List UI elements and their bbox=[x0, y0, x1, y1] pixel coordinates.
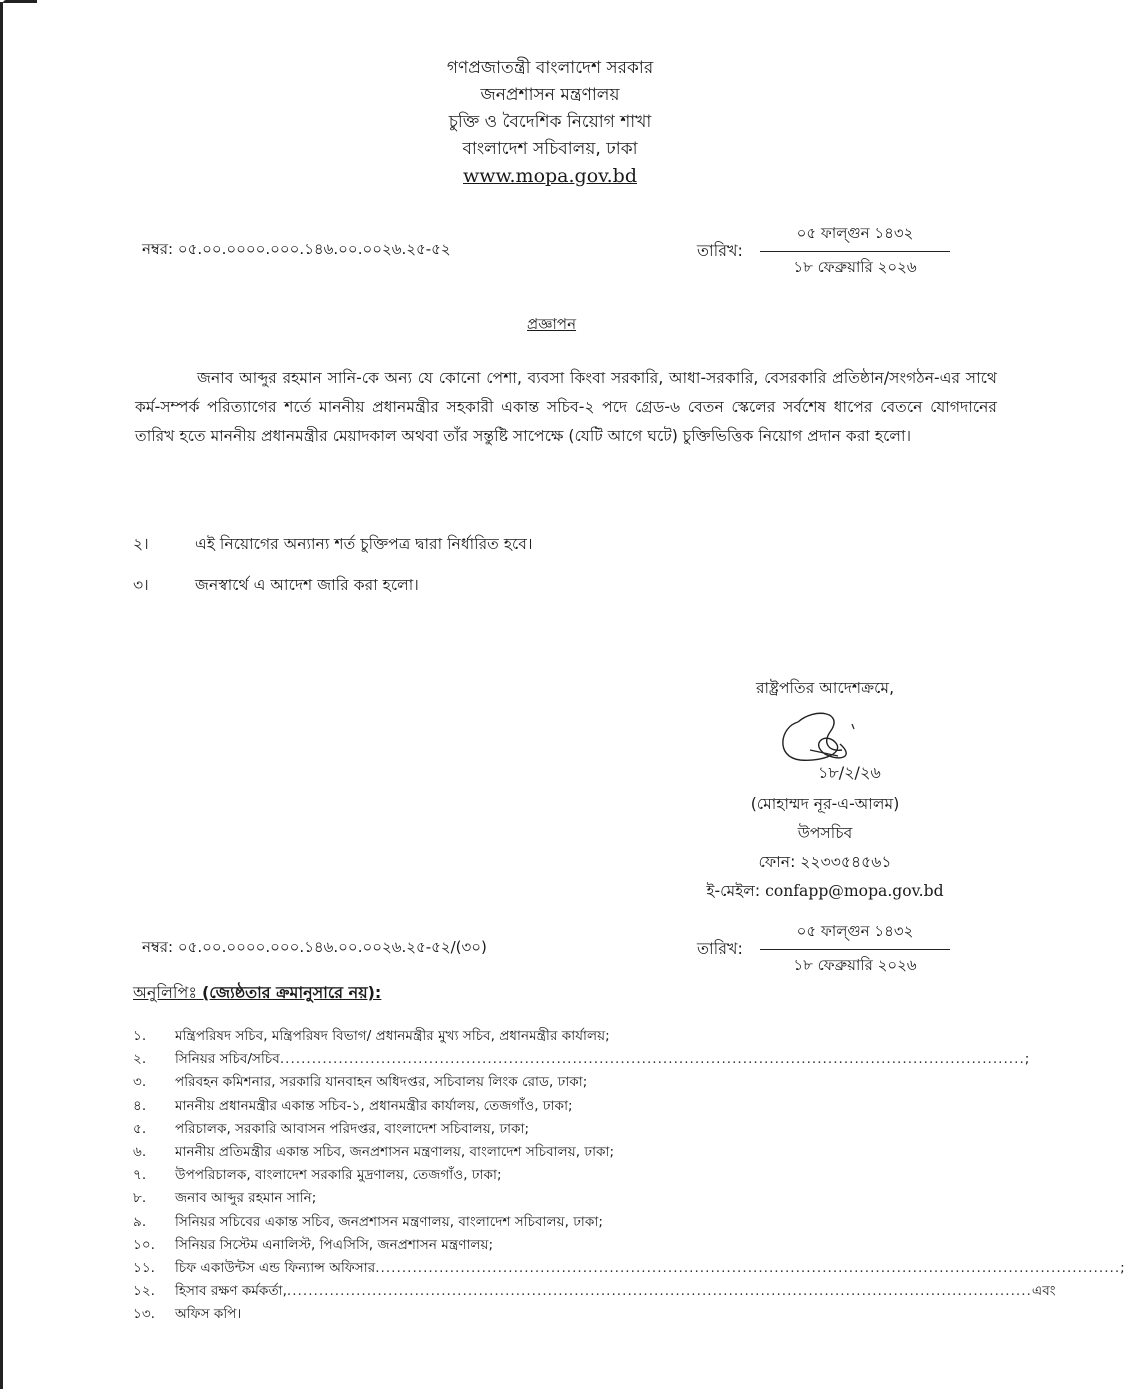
recipient-number: ৩. bbox=[133, 1074, 147, 1091]
recipient-number: ১২. bbox=[133, 1283, 155, 1300]
clause-2 bbox=[133, 532, 533, 558]
recipient-ending: এবং bbox=[1031, 1283, 1056, 1300]
signatory-phone: ফোন: ২২৩৩৫৪৫৬১ bbox=[758, 853, 892, 871]
date-block bbox=[760, 222, 950, 281]
recipient-text: পরিচালক, সরকারি আবাসন পরিদপ্তর, বাংলাদেশ সচিবালয়, ঢাকা; bbox=[175, 1120, 530, 1137]
clause-number: ২। bbox=[133, 535, 149, 553]
signature-image bbox=[770, 702, 910, 782]
copies-note: (জ্যেষ্ঠতার ক্রমানুসারে নয়): bbox=[201, 983, 382, 1002]
copy-recipient bbox=[133, 1025, 873, 1048]
recipient-number: ৫. bbox=[133, 1120, 147, 1137]
recipient-text: পরিবহন কমিশনার, সরকারি যানবাহন অধিদপ্তর, সচিবালয় লিংক রোড, ঢাকা; bbox=[175, 1074, 588, 1091]
notification-title: প্রজ্ঞাপন bbox=[527, 315, 577, 333]
copy-date-gregorian: ১৮ ফেব্রুয়ারি ২০২৬ bbox=[793, 956, 917, 974]
recipient-number: ৪. bbox=[133, 1097, 147, 1114]
fill-dots: ............................................................................................................................................ bbox=[375, 1260, 1121, 1277]
recipient-text: অফিস কপি। bbox=[175, 1306, 242, 1323]
section-name: চুক্তি ও বৈদেশিক নিয়োগ শাখা bbox=[448, 112, 652, 132]
recipient-number: ১০. bbox=[133, 1236, 155, 1253]
copy-recipient bbox=[133, 1211, 873, 1234]
clause-number: ৩। bbox=[133, 576, 149, 594]
memo-number: নম্বর: ০৫.০০.০০০০.০০০.১৪৬.০০.০০২৬.২৫-৫২ bbox=[142, 240, 451, 258]
recipient-number: ১৩. bbox=[133, 1306, 155, 1323]
signatory-designation: উপসচিব bbox=[797, 824, 853, 842]
recipient-number: ১১. bbox=[133, 1260, 155, 1277]
signatory-details bbox=[660, 790, 990, 906]
recipient-text: সিনিয়র সচিবের একান্ত সচিব, জনপ্রশাসন মন্ত্রণালয়, বাংলাদেশ সচিবালয়, ঢাকা; bbox=[175, 1213, 603, 1230]
copy-memo-number: নম্বর: ০৫.০০.০০০০.০০০.১৪৬.০০.০০২৬.২৫-৫২/(৩০) bbox=[142, 938, 487, 956]
clause-text: জনস্বার্থে এ আদেশ জারি করা হলো। bbox=[195, 576, 419, 594]
recipient-text: জনাব আব্দুর রহমান সানি; bbox=[175, 1190, 317, 1207]
ministry-name: জনপ্রশাসন মন্ত্রণালয় bbox=[480, 85, 620, 105]
recipient-text: হিসাব রক্ষণ কর্মকর্তা, bbox=[175, 1283, 287, 1300]
copy-recipient bbox=[133, 1303, 873, 1326]
letterhead bbox=[380, 55, 720, 190]
copy-recipient bbox=[133, 1187, 873, 1210]
fill-dots: ............................................................................................................................................ bbox=[286, 1283, 1032, 1300]
date-gregorian: ১৮ ফেব্রুয়ারি ২০২৬ bbox=[793, 258, 917, 276]
main-paragraph bbox=[135, 364, 997, 451]
government-name: গণপ্রজাতন্ত্রী বাংলাদেশ সরকার bbox=[446, 58, 654, 78]
recipient-text: উপপরিচালক, বাংলাদেশ সরকারি মুদ্রণালয়, তেজগাঁও, ঢাকা; bbox=[175, 1167, 502, 1184]
office-address: বাংলাদেশ সচিবালয়, ঢাকা bbox=[462, 139, 638, 159]
recipient-number: ৯. bbox=[133, 1213, 147, 1230]
recipient-text: চিফ একাউন্টস এন্ড ফিন্যান্স অফিসার bbox=[175, 1260, 376, 1277]
recipient-number: ৬. bbox=[133, 1144, 147, 1161]
recipient-text: মন্ত্রিপরিষদ সচিব, মন্ত্রিপরিষদ বিভাগ/ প্রধানমন্ত্রীর মুখ্য সচিব, প্রধানমন্ত্রীর কার্যালয়; bbox=[175, 1028, 610, 1044]
date-label: তারিখ: bbox=[697, 241, 743, 260]
copy-recipient bbox=[133, 1071, 873, 1094]
copy-recipient bbox=[133, 1164, 873, 1187]
copy-date-block bbox=[760, 920, 950, 979]
recipient-text: মাননীয় প্রতিমন্ত্রীর একান্ত সচিব, জনপ্রশাসন মন্ত্রণালয়, বাংলাদেশ সচিবালয়, ঢাকা; bbox=[175, 1144, 615, 1161]
signature-date: ১৮/২/২৬ bbox=[818, 763, 881, 782]
fill-dots: ............................................................................................................................................ bbox=[279, 1051, 1025, 1068]
order-line: রাষ্ট্রপতির আদেশক্রমে, bbox=[755, 679, 895, 697]
recipient-ending: ; bbox=[1024, 1051, 1030, 1068]
paragraph-text: জনাব আব্দুর রহমান সানি-কে অন্য যে কোনো পেশা, ব্যবসা কিংবা সরকারি, আধা-সরকারি, বেসরকারি প্রতিষ্ঠান/সংগঠন-এর সাথে কর্ম-সম্পর্ক পরিত্যাগের শর্তে মাননীয় প্রধানমন্ত্রীর সহকারী একান্ত সচিব-২ পদে গ্রেড-৬ বেতন স্কেলের সর্বশেষ ধাপের বেতনে যোগদানের তারিখ হতে মাননীয় প্রধানমন্ত্রীর মেয়াদকাল অথবা তাঁর সন্তুষ্টি সাপেক্ষে (যেটি আগে ঘটে) চুক্তিভিত্তিক নিয়োগ প্রদান করা হলো। bbox=[135, 369, 997, 445]
email-label: ই-মেইল: bbox=[706, 882, 761, 900]
scan-edge-top bbox=[3, 0, 37, 3]
signatory-name: (মোহাম্মদ নূর-এ-আলম) bbox=[750, 795, 900, 813]
recipient-ending: ; bbox=[1120, 1260, 1125, 1277]
date-bangla: ০৫ ফাল্গুন ১৪৩২ bbox=[760, 222, 950, 252]
copies-heading bbox=[133, 980, 381, 1007]
recipient-text: সিনিয়র সিস্টেম এনালিস্ট, পিএসিসি, জনপ্রশাসন মন্ত্রণালয়; bbox=[175, 1236, 494, 1253]
recipient-text: সিনিয়র সচিব/সচিব bbox=[175, 1051, 280, 1068]
email-address[interactable]: confapp@mopa.gov.bd bbox=[765, 882, 944, 900]
clause-3 bbox=[133, 573, 419, 599]
clause-text: এই নিয়োগের অন্যান্য শর্ত চুক্তিপত্র দ্বারা নির্ধারিত হবে। bbox=[195, 535, 533, 553]
recipient-number: ১. bbox=[133, 1028, 147, 1044]
recipient-text: মাননীয় প্রধানমন্ত্রীর একান্ত সচিব-১, প্রধানমন্ত্রীর কার্যালয়, তেজগাঁও, ঢাকা; bbox=[175, 1097, 573, 1114]
copy-recipient bbox=[133, 1048, 1030, 1071]
copy-date-bangla: ০৫ ফাল্গুন ১৪৩২ bbox=[760, 920, 950, 950]
recipient-number: ৮. bbox=[133, 1190, 147, 1207]
copy-recipient bbox=[133, 1257, 1125, 1280]
copy-recipient bbox=[133, 1234, 873, 1257]
copy-recipient bbox=[133, 1095, 873, 1118]
recipient-number: ৭. bbox=[133, 1167, 147, 1184]
website-link[interactable]: www.mopa.gov.bd bbox=[462, 165, 637, 187]
copy-recipient bbox=[133, 1141, 873, 1164]
copy-recipient bbox=[133, 1118, 873, 1141]
copies-list bbox=[133, 1025, 1125, 1327]
scan-edge-left bbox=[0, 2, 3, 1389]
copy-recipient bbox=[133, 1280, 1056, 1303]
copies-label: অনুলিপিঃ bbox=[133, 983, 197, 1002]
recipient-number: ২. bbox=[133, 1051, 147, 1068]
signatory-email bbox=[660, 877, 990, 906]
copy-date-label: তারিখ: bbox=[697, 939, 743, 958]
